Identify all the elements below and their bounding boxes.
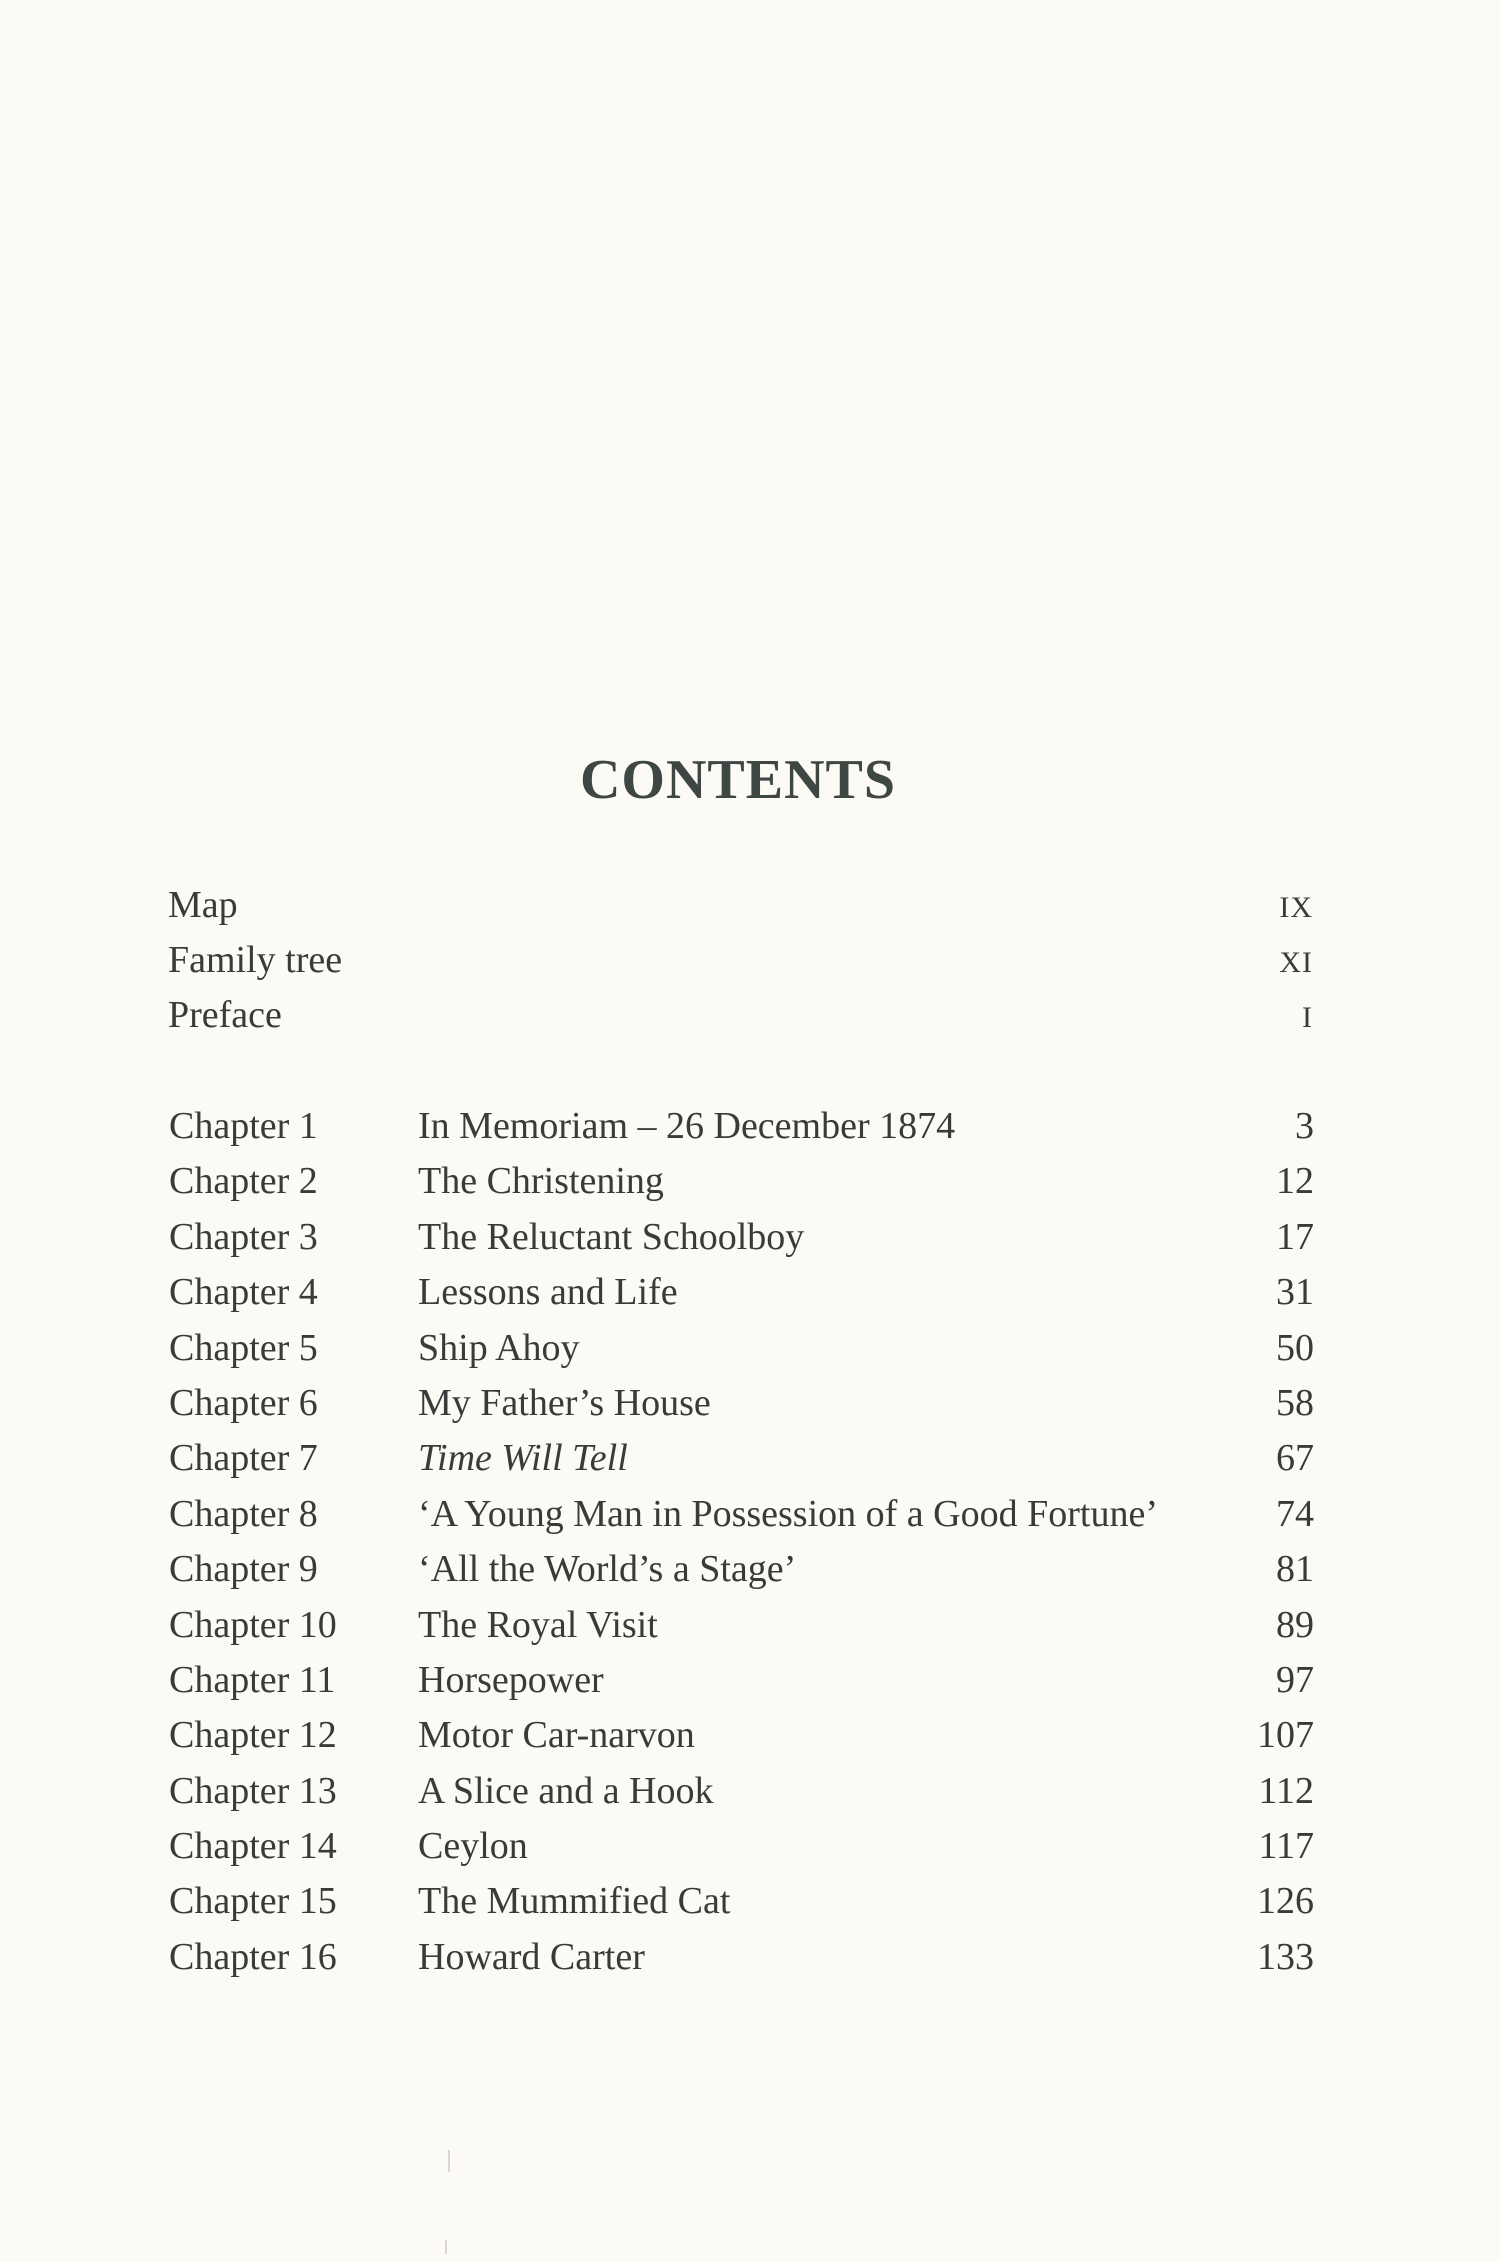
- chapter-page-number: 58: [1276, 1381, 1314, 1424]
- chapter-number: Chapter 3: [169, 1215, 318, 1258]
- chapter-title: Ceylon: [418, 1825, 528, 1868]
- chapter-number: Chapter 6: [169, 1381, 318, 1424]
- chapter-row[interactable]: [169, 1879, 1314, 1934]
- scan-mark: [448, 2150, 450, 2172]
- chapter-page-number: 107: [1257, 1714, 1314, 1757]
- chapter-number: Chapter 1: [169, 1105, 318, 1147]
- front-matter-label: Preface: [168, 994, 282, 1036]
- chapter-page-number: 50: [1276, 1326, 1314, 1369]
- chapter-title: Horsepower: [418, 1658, 604, 1701]
- chapter-page-number: 12: [1276, 1160, 1314, 1203]
- chapter-row[interactable]: [169, 1104, 1314, 1159]
- chapter-page-number: 74: [1276, 1492, 1314, 1535]
- chapter-row[interactable]: [169, 1547, 1314, 1602]
- chapter-row[interactable]: [169, 1159, 1314, 1214]
- chapter-page-number: 17: [1276, 1215, 1314, 1258]
- chapter-title: Ship Ahoy: [418, 1326, 580, 1369]
- chapter-title: The Royal Visit: [418, 1603, 658, 1646]
- chapter-number: Chapter 8: [169, 1492, 318, 1535]
- chapter-number: Chapter 7: [169, 1437, 318, 1480]
- chapter-number: Chapter 12: [169, 1714, 337, 1757]
- chapter-row[interactable]: [169, 1935, 1314, 1990]
- chapter-page-number: 117: [1258, 1825, 1314, 1868]
- chapter-title: The Mummified Cat: [418, 1880, 731, 1923]
- chapter-page-number: 81: [1276, 1548, 1314, 1591]
- chapter-title: The Reluctant Schoolboy: [418, 1215, 805, 1258]
- chapter-title: A Slice and a Hook: [418, 1769, 714, 1812]
- front-matter-page: XI: [1279, 946, 1313, 979]
- front-matter-page: I: [1302, 1001, 1313, 1034]
- front-matter-label: Family tree: [168, 939, 343, 981]
- chapter-list: [169, 1104, 1314, 1990]
- chapter-page-number: 112: [1258, 1769, 1314, 1812]
- chapter-page-number: 97: [1276, 1658, 1314, 1701]
- front-matter-label: Map: [168, 884, 238, 926]
- chapter-number: Chapter 14: [169, 1825, 337, 1868]
- chapter-number: Chapter 16: [169, 1935, 337, 1978]
- chapter-row[interactable]: [169, 1658, 1314, 1713]
- chapter-number: Chapter 13: [169, 1769, 337, 1812]
- chapter-number: Chapter 10: [169, 1603, 337, 1646]
- page-title: CONTENTS: [579, 749, 897, 811]
- chapter-page-number: 31: [1276, 1271, 1314, 1314]
- chapter-page-number: 89: [1276, 1603, 1314, 1646]
- front-matter-item[interactable]: [168, 993, 1313, 1048]
- scan-mark: [445, 2240, 447, 2254]
- chapter-title: Lessons and Life: [418, 1271, 678, 1314]
- chapter-number: Chapter 15: [169, 1880, 337, 1923]
- chapter-page-number: 3: [1295, 1105, 1314, 1147]
- chapter-number: Chapter 5: [169, 1326, 318, 1369]
- chapter-row[interactable]: [169, 1824, 1314, 1879]
- chapter-title: In Memoriam – 26 December 1874: [418, 1105, 956, 1147]
- chapter-row[interactable]: [169, 1215, 1314, 1270]
- chapter-title: ‘A Young Man in Possession of a Good Fortune’: [418, 1492, 1158, 1535]
- chapter-title: Howard Carter: [418, 1935, 645, 1978]
- chapter-number: Chapter 9: [169, 1548, 318, 1591]
- chapter-row[interactable]: [169, 1492, 1314, 1547]
- front-matter-item[interactable]: [168, 883, 1313, 938]
- chapter-title: Time Will Tell: [418, 1437, 628, 1480]
- chapter-title: The Christening: [418, 1160, 664, 1203]
- chapter-row[interactable]: [169, 1713, 1314, 1768]
- chapter-page-number: 126: [1257, 1880, 1314, 1923]
- chapter-row[interactable]: [169, 1381, 1314, 1436]
- front-matter-page: IX: [1279, 891, 1313, 924]
- chapter-title: Motor Car-narvon: [418, 1714, 695, 1757]
- chapter-row[interactable]: [169, 1326, 1314, 1381]
- chapter-number: Chapter 2: [169, 1160, 318, 1203]
- chapter-title: My Father’s House: [418, 1381, 711, 1424]
- front-matter-list: [168, 883, 1313, 1048]
- front-matter-item[interactable]: [168, 938, 1313, 993]
- chapter-number: Chapter 4: [169, 1271, 318, 1314]
- chapter-page-number: 67: [1276, 1437, 1314, 1480]
- chapter-number: Chapter 11: [169, 1658, 336, 1701]
- chapter-row[interactable]: [169, 1769, 1314, 1824]
- chapter-page-number: 133: [1257, 1935, 1314, 1978]
- chapter-row[interactable]: [169, 1603, 1314, 1658]
- chapter-row[interactable]: [169, 1436, 1314, 1491]
- chapter-row[interactable]: [169, 1270, 1314, 1325]
- chapter-title: ‘All the World’s a Stage’: [418, 1548, 797, 1591]
